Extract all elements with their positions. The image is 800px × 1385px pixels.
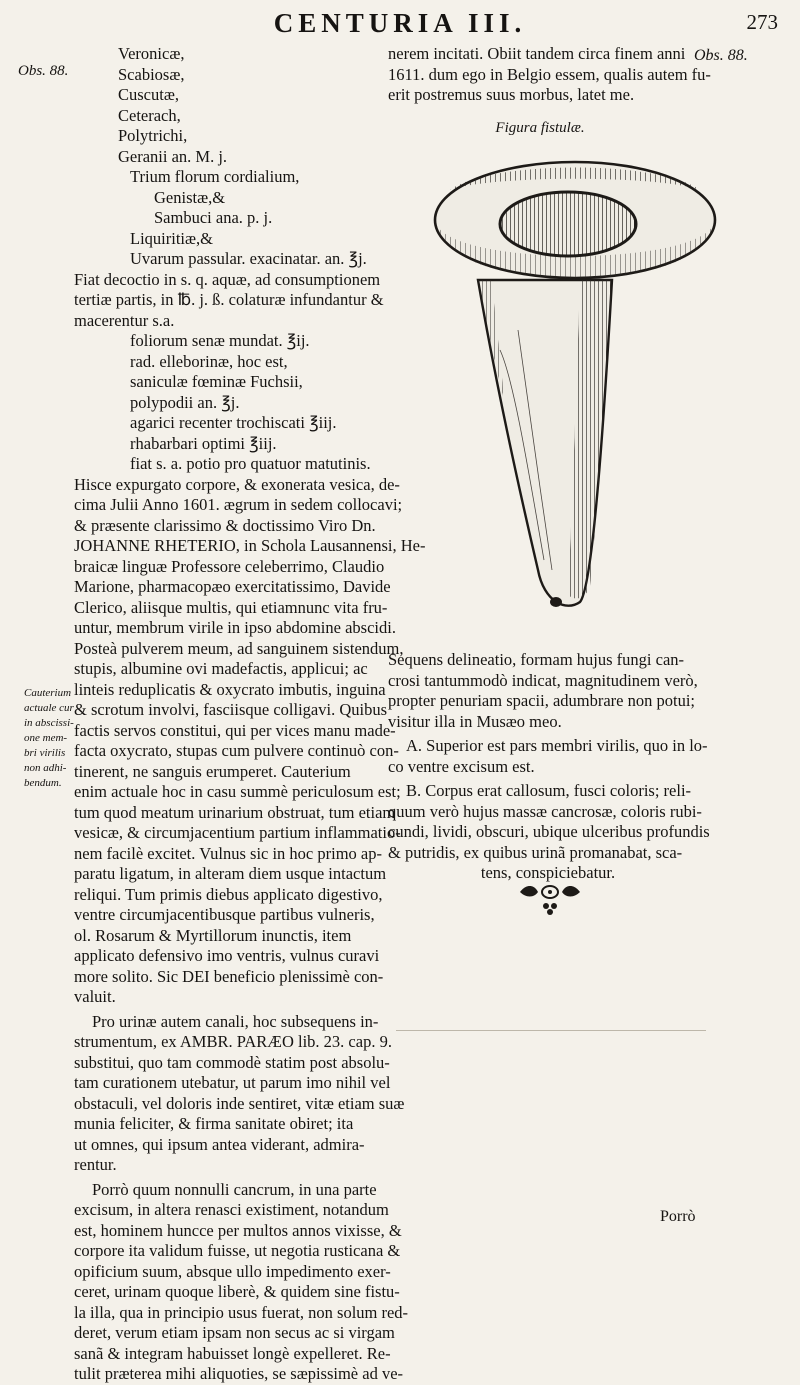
text-line: tam curationem utebatur, ut parum imo nihil vel xyxy=(74,1073,391,1092)
delineation-paragraph xyxy=(388,650,708,732)
text-line: macerentur s.a. xyxy=(74,310,175,330)
text-line: applicato defensivo imo ventris, vulnus curavi xyxy=(74,946,380,965)
text-line: ventre circumjacentibusque partibus vulneris, xyxy=(74,905,375,924)
left-column xyxy=(74,44,426,1385)
text-line: la illa, qua in principio usus fuerat, non solum red- xyxy=(74,1302,409,1322)
text-line: visitur illa in Musæo meo. xyxy=(388,711,562,731)
recipe-line: Ceterach, xyxy=(118,105,181,125)
text-line: ceret, urinam quoque liberè, & quidem sine fistu- xyxy=(74,1282,400,1301)
right-column-top xyxy=(388,44,718,106)
decoction-text xyxy=(74,270,388,332)
recipe-line: rhabarbari optimi ℥iij. xyxy=(130,433,277,453)
text-line: crosi tantummodò indicat, magnitudinem verò, xyxy=(388,670,698,690)
printer-ornament xyxy=(510,878,590,918)
text-line: cima Julii Anno 1601. ægrum in sedem collocavi; xyxy=(74,495,403,514)
text-line: valuit. xyxy=(74,987,116,1006)
recipe-line: Scabiosæ, xyxy=(118,64,185,84)
item-b xyxy=(388,781,708,884)
item-a xyxy=(388,736,708,777)
recipe-line: agarici recenter trochiscati ℥iij. xyxy=(130,413,337,432)
text-line: reliqui. Tum primis diebus applicato digestivo, xyxy=(74,884,383,904)
text-line: A. Superior est pars membri virilis, quo in lo- xyxy=(406,736,708,755)
text-line: cundi, lividi, obscuri, ubique ulceribus profundis xyxy=(388,822,710,841)
recipe-line: Cuscutæ, xyxy=(118,85,179,104)
recipe-list xyxy=(74,44,388,270)
running-head: CENTURIA III. xyxy=(273,8,527,38)
text-line: erit postremus suus morbus, latet me. xyxy=(388,85,635,104)
margin-note-line: bendum. xyxy=(24,777,62,789)
paragraph-surgery xyxy=(74,474,426,1008)
text-line: paratu ligatum, in alteram diem usque intactum xyxy=(74,864,387,883)
text-line: ol. Rosarum & Myrtillorum inunctis, item xyxy=(74,925,352,945)
paragraph-cancer xyxy=(74,1179,409,1385)
text-line: facta oxycrato, stupas cum pulvere continuò con- xyxy=(74,741,399,760)
text-line: B. Corpus erat callosum, fusci coloris; reli- xyxy=(406,781,692,800)
paragraph-instrument xyxy=(74,1011,405,1176)
text-line: Porrò quum nonnulli cancrum, in una parte xyxy=(92,1179,377,1199)
text-line: stupis, albumine ovi madefactis, applicui; ac xyxy=(74,659,368,678)
recipe-line: Polytrichi, xyxy=(118,126,188,145)
text-line: enim actuale hoc in casu summè periculosum est; xyxy=(74,782,401,801)
recipe-line: Genistæ,& xyxy=(154,187,226,207)
recipe-line: Geranii an. M. j. xyxy=(118,146,228,166)
margin-note-obs-left: Obs. 88. xyxy=(18,63,69,79)
text-line: deret, verum etiam ipsam non secus ac si virgam xyxy=(74,1323,395,1342)
text-line: Clerico, aliisque multis, qui etiamnunc vita fru- xyxy=(74,597,388,617)
text-line: corpore ita validum fuisse, ut negotia rusticana & xyxy=(74,1241,401,1260)
recipe-line: foliorum senæ mundat. ℥ij. xyxy=(130,331,310,350)
text-line: tulit præterea mihi aliquoties, se sæpissimè ad ve- xyxy=(74,1364,404,1383)
figure-caption: Figura fistulæ. xyxy=(495,120,585,136)
text-line: & scrotum involvi, fasciisque colligavi. Quibus xyxy=(74,700,388,719)
text-line: nerem incitati. Obiit tandem circa finem anni xyxy=(388,44,686,63)
text-line: co ventre excisum est. xyxy=(388,756,535,776)
text-line: tertiæ partis, in ℔. j. ß. colaturæ infundantur & xyxy=(74,290,384,309)
text-line: Fiat decoctio in s. q. aquæ, ad consumptionem xyxy=(74,269,381,289)
text-line: Pro urinæ autem canali, hoc subsequens in- xyxy=(92,1011,379,1031)
margin-note-line: bri virilis xyxy=(24,747,66,759)
recipe-line: fiat s. a. potio pro quatuor matutinis. xyxy=(130,454,371,473)
margin-note-line: one mem- xyxy=(24,732,68,744)
text-line: opificium suum, absque ullo impedimento exer- xyxy=(74,1261,391,1281)
text-line: more solito. Sic DEI beneficio plenissimè con- xyxy=(74,966,384,986)
text-line: JOHANNE RHETERIO, in Schola Lausannensi, He- xyxy=(74,536,426,555)
text-line: ut omnes, qui ipsum antea viderant, admira- xyxy=(74,1134,365,1154)
text-line: est, hominem huncce per multos annos vixisse, & xyxy=(74,1220,402,1240)
potion-list xyxy=(74,331,388,475)
margin-note-line: actuale cur xyxy=(24,702,74,714)
text-line: 1611. dum ego in Belgio essem, qualis autem fu- xyxy=(388,64,711,84)
text-line: tens, conspiciebatur. xyxy=(480,863,616,882)
text-line: propter penuriam spacii, adumbrare non potui; xyxy=(388,691,695,710)
margin-note-line: Cauterium xyxy=(24,687,72,699)
text-line: rentur. xyxy=(74,1155,117,1174)
text-line: vesicæ, & circumjacentium partium inflammatio- xyxy=(74,823,401,842)
right-column-lower xyxy=(388,650,708,884)
margin-note-line: in abscissi- xyxy=(24,717,74,729)
text-line: strumentum, ex AMBR. PARÆO lib. 23. cap. 9. xyxy=(74,1032,392,1051)
text-line: excisum, in altera renasci existiment, notandum xyxy=(74,1200,389,1219)
text-line: Hisce expurgato corpore, & exonerata vesica, de- xyxy=(74,474,400,494)
faint-rule xyxy=(396,1030,706,1031)
text-line: Posteà pulverem meum, ad sanguinem sistendum, xyxy=(74,638,404,658)
text-line: tum quod meatum urinarium obstruat, tum etiam xyxy=(74,802,396,822)
recipe-line: saniculæ fœminæ Fuchsii, xyxy=(130,372,303,391)
text-line: & præsente clarissimo & doctissimo Viro Dn. xyxy=(74,515,376,535)
text-line: & putridis, ex quibus urinã promanabat, sca- xyxy=(388,842,683,862)
text-line: Sequens delineatio, formam hujus fungi can- xyxy=(388,650,685,669)
recipe-line: Uvarum passular. exacinatar. an. ℥j. xyxy=(130,249,367,268)
catchword: Porrò xyxy=(660,1208,696,1225)
text-line: untur, membrum virile in ipso abdomine abscidi. xyxy=(74,618,396,637)
text-line: munia feliciter, & firma sanitate obiret; ita xyxy=(74,1114,354,1133)
margin-note-obs-right: Obs. 88. xyxy=(694,47,748,64)
recipe-line: Sambuci ana. p. j. xyxy=(154,208,273,227)
recipe-line: Trium florum cordialium, xyxy=(130,167,300,186)
text-line: quum verò hujus massæ cancrosæ, coloris rubi- xyxy=(388,801,702,821)
text-line: tinerent, ne sanguis erumperet. Cauterium xyxy=(74,761,351,781)
text-line: Marione, pharmacopæo exercitatissimo, Davide xyxy=(74,577,391,596)
text-line: substitui, quo tam commodè statim post absolu- xyxy=(74,1052,390,1072)
recipe-line: Veronicæ, xyxy=(118,44,185,63)
recipe-line: Liquiritiæ,& xyxy=(130,228,213,248)
margin-note-line: non adhi- xyxy=(24,762,67,774)
text-line: braicæ linguæ Professore celeberrimo, Claudio xyxy=(74,556,385,576)
fistula-illustration xyxy=(430,150,720,620)
text-line: linteis reduplicatis & oxycrato imbutis, inguina xyxy=(74,679,386,699)
text-line: obstaculi, vel doloris inde sentiret, vitæ etiam suæ xyxy=(74,1093,405,1113)
text-line: factis servos constitui, qui per vices manu made- xyxy=(74,720,396,740)
recipe-line: polypodii an. ℥j. xyxy=(130,392,240,412)
text-line: nem facilè excitet. Vulnus sic in hoc primo ap- xyxy=(74,843,382,863)
recipe-line: rad. elleborinæ, hoc est, xyxy=(130,351,288,371)
text-line: sanã & integram habuisset longè expelleret. Re- xyxy=(74,1343,391,1363)
page-number: 273 xyxy=(746,10,778,34)
